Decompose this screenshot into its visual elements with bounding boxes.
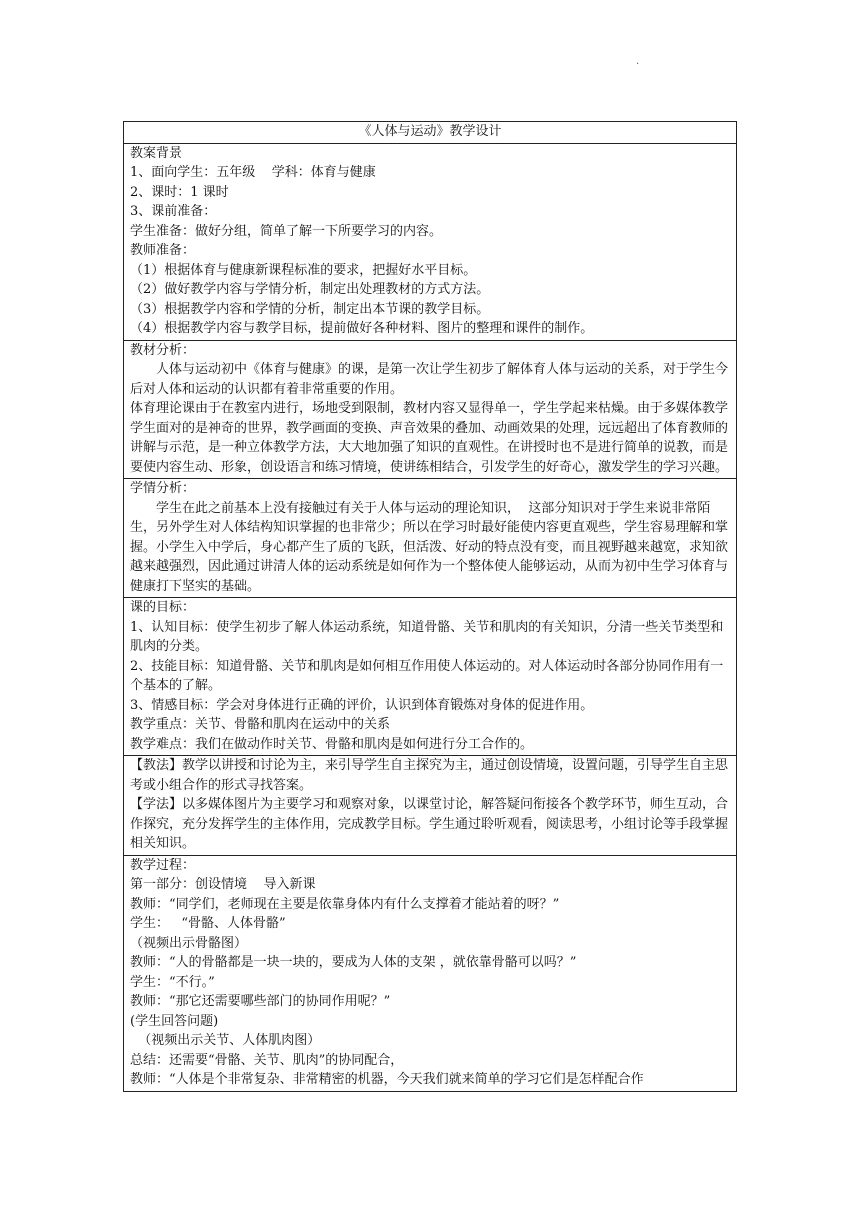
lesson-plan-table [123,121,737,1092]
page-mark: . [636,56,640,67]
process-line: 学生： “骨骼、人体骨骼” [130,916,286,931]
title-row [124,122,737,144]
background-row [124,143,737,340]
objectives-heading: 课的目标： [130,600,196,615]
learning-method: 【学法】以多媒体图片为主要学习和观察对象，以课堂讨论，解答疑问衔接各个教学环节，师生互动，合作探究，充分发挥学生的主体作用，完成教学目标。学生通过聆听观看，阅读思考，小组讨论等手段掌握相关知识。 [130,797,729,851]
background-heading: 教案背景 [130,145,183,161]
process-line: 教师：“人体是个非常复杂、非常精密的机器，今天我们就来简单的学习它们是怎样配合作 [130,1072,644,1087]
process-cell [124,855,737,1091]
objective-item: 3、情感目标：学会对身体进行正确的评价，认识到体育锻炼对身体的促进作用。 [130,697,594,713]
material-analysis-paragraph: 体育理论课由于在教室内进行，场地受到限制，教材内容又显得单一，学生学起来枯燥。由于多媒体教学学生面对的是神奇的世界，教学画面的变换、声音效果的叠加、动画效果的处理，远远超出了体育教师的讲解与示范，是一种立体教学方法，大大地加强了知识的直观性。在讲授时也不是进行简单的说教，而是要使内容生动、形象，创设语言和练习情境，使讲练相结合，引发学生的好奇心，激发学生的学习兴趣。 [130,401,729,475]
student-analysis-row [124,479,737,598]
material-analysis-cell [124,340,737,479]
background-line: 3、课前准备： [130,204,217,219]
student-analysis-heading: 学情分析： [130,481,196,496]
teaching-method: 【教法】教学以讲授和讨论为主，来引导学生自主探究为主，通过创设情境，设置问题，引导学生自主思考或小组合作的形式寻找答案。 [130,758,729,793]
background-line: （3）根据教学内容和学情的分析，制定出本节课的教学目标。 [130,301,490,317]
material-analysis-heading: 教材分析： [130,342,196,358]
material-analysis-row [124,340,737,479]
background-line: 1、面向学生：五年级 学科：体育与健康 [130,165,376,180]
objectives-row [124,598,737,756]
process-line: 教师：“那它还需要哪些部门的协同作用呢？” [130,994,391,1009]
background-line: （2）做好教学内容与学情分析，制定出处理教材的方式方法。 [130,282,490,297]
material-analysis-paragraph: 人体与运动初中《体育与健康》的课，是第一次让学生初步了解体育人体与运动的关系，对于学生今后对人体和运动的认识都有着非常重要的作用。 [130,362,729,397]
objective-item: 1、认知目标：使学生初步了解人体运动系统，知道骨骼、关节和肌肉的有关知识，分清一些关节类型和肌肉的分类。 [130,619,724,654]
background-line: （1）根据体育与健康新课程标准的要求，把握好水平目标。 [130,262,477,278]
background-line: （4）根据教学内容与教学目标，提前做好各种材料、图片的整理和课件的制作。 [130,321,594,336]
background-line: 教师准备： [130,243,196,258]
background-line: 学生准备：做好分组，简单了解一下所要学习的内容。 [130,223,443,239]
objective-item: 2、技能目标：知道骨骼、关节和肌肉是如何相互作用使人体运动的。对人体运动时各部分协同作用有一个基本的了解。 [130,658,724,693]
document-title: 《人体与运动》教学设计 [124,122,737,144]
process-line: 第一部分：创设情境 导入新课 [130,877,316,892]
teaching-key-point: 教学重点：关节、骨骼和肌肉在运动中的关系 [130,717,391,732]
process-line: 教师：“人的骨骼都是一块一块的，要成为人体的支架 ，就依靠骨骼可以吗？” [130,955,577,970]
objectives-cell [124,598,737,756]
process-line: （视频出示骨骼图） [130,935,248,951]
background-line: 2、课时：1 课时 [130,184,229,200]
process-row [124,855,737,1091]
background-cell [124,143,737,340]
process-line: (学生回答问题) [130,1013,219,1029]
student-analysis-cell [124,479,737,598]
teaching-difficulty: 教学难点：我们在做动作时关节、骨骼和肌肉是如何进行分工合作的。 [130,736,534,752]
methods-row [124,756,737,856]
process-line: 学生：“不行。” [130,974,215,990]
process-heading: 教学过程： [130,857,196,873]
process-line: 教师：“同学们，老师现在主要是依靠身体内有什么支撑着才能站着的呀？” [130,896,560,912]
process-line: 总结：还需要“骨骼、关节、肌肉”的协同配合， [130,1052,404,1068]
student-analysis-paragraph: 学生在此之前基本上没有接触过有关于人体与运动的理论知识， 这部分知识对于学生来说非常陌生，另外学生对人体结构知识掌握的也非常少；所以在学习时最好能使内容更直观些，学生容易理解和掌握。小学生入中学后，身心都产生了质的飞跃，但活泼、好动的特点没有变，而且视野越来越宽，求知欲越来越强烈，因此通过讲清人体的运动系统是如何作为一个整体使人能够运动，从而为初中生学习体育与健康打下坚实的基础。 [130,500,729,594]
process-line: （视频出示关节、人体肌肉图） [130,1033,321,1048]
methods-cell [124,756,737,856]
